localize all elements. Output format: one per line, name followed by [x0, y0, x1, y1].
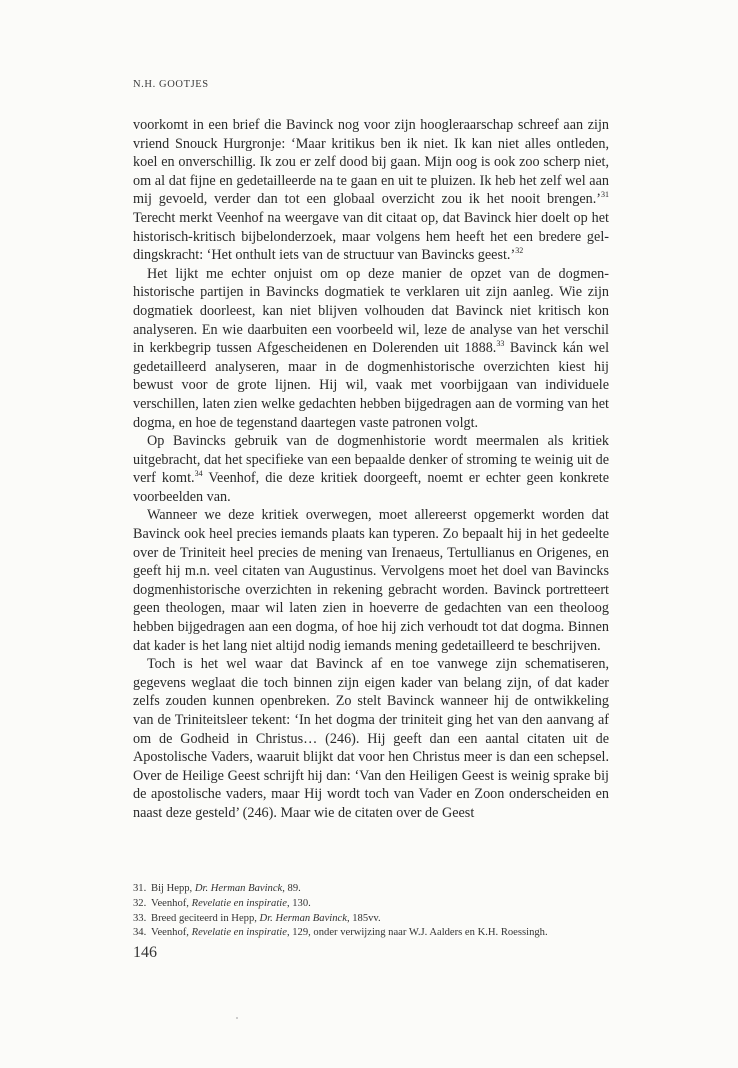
running-head: N.H. GOOTJES — [133, 79, 209, 90]
footnote-ref: 33 — [496, 339, 505, 349]
paragraph — [133, 506, 609, 655]
footnote-title: Dr. Herman Bavinck — [194, 883, 283, 894]
footnote-text: , 185vv. — [346, 912, 381, 924]
paragraph — [133, 432, 609, 506]
paragraph — [133, 655, 609, 822]
footnotes — [133, 882, 623, 941]
footnote-text: Veenhof, — [151, 897, 192, 909]
text-segment: Toch is het wel waar dat Bavinck af en toe vanwege zijn schematiseren, gegevens weglaat die toch binnen zijn eigen kader van belang zijn, of dat kader zelfs zouden kunnen openbreken. Zo stelt Bavinck wanneer hij de ontwikkeling van de Triniteitsleer tekent: ‘In het dogma der triniteit ging het van den aanvang af om de Godheid in Christus… (246). Hij geeft dan een aantal citaten uit de Apostolische Vaders, waaruit blijkt dat voor hen Christus meer is dan een schepsel. Over de Heilige Geest schrijft hij dan: ‘Van den Heiligen Geest is weinig sprake bij de apostolische vaders, maar Hij wordt toch van Vader en Zoon onderscheiden en naast deze gesteld’ (246). Maar wie de citaten over de Geest — [133, 656, 609, 821]
footnote-title: Revelatie en inspiratie — [191, 897, 287, 909]
paragraph — [133, 265, 609, 432]
text-segment: voorkomt in een brief die Bavinck nog voor zijn hoogleraarschap schreef aan zijn vriend Snouck Hurgronje: ‘Maar kritikus ben ik niet. Ik kan niet alles ontleden, koel en onverschillig. Ik zou er zelf dood bij gaan. Mijn oog is ook zoo scherp niet, om al dat fijne en gedetailleerde na te gaan en uit te pluizen. Ik heb het zelf wel aan mij gevoeld, verder dan tot een globaal overzicht zou ik het nooit brengen.’ — [133, 117, 609, 208]
footnote-number: 33. — [133, 912, 147, 924]
body-text — [133, 116, 609, 823]
text-segment: Veenhof, die deze kritiek doorgeeft, noemt er echter geen konkrete voorbeelden van. — [133, 470, 609, 505]
text-segment: Op Bavincks gebruik van de dogmenhistorie wordt meermalen als kritiek uitgebracht, dat het specifieke van een bepaalde denker of stroming te weinig uit de verf komt. — [133, 433, 609, 487]
footnote-32 — [133, 897, 623, 912]
paragraph — [133, 116, 609, 265]
footnote-title: Revelatie en inspiratie — [191, 927, 287, 939]
text-segment: Het lijkt me echter onjuist om op deze manier de opzet van de dogmen- historische partijen in Bavincks dogmatiek te verklaren uit zijn aanleg. Wie zijn dogmatiek doorleest, kan niet blijven volhouden dat Bavinck niet kritisch kon analyseren. En wie daarbuiten een voorbeeld wil, leze de analyse van het verschil in kerkbegrip tussen Afgescheidenen en Dolerenden uit 1888. — [133, 265, 609, 357]
footnote-ref: 31 — [601, 190, 609, 200]
footnote-text: Breed geciteerd in Hepp, — [151, 912, 260, 924]
page-number: 146 — [133, 944, 157, 961]
text-segment: Bavinck kán wel gedetailleerd analyseren, maar in de dogmenhistorische overzichten kiest hij bewust voor de grote lijnen. Hij wil, vaak met voorbijgaan van individuele verschillen, laten zien welke gedachten hebben bijgedragen aan de vorming van het dogma, en hoe de tegenstand daartegen vaste patronen volgt. — [133, 340, 610, 431]
footnote-text: Veenhof, — [151, 927, 192, 939]
footnote-number: 31. — [133, 883, 147, 894]
footnote-text: , 89. — [282, 883, 301, 894]
footnote-title: Dr. Herman Bavinck — [259, 912, 347, 924]
footnote-text: , 129, onder verwijzing naar W.J. Aalders en K.H. Roessingh. — [286, 927, 548, 939]
footnote-ref: 34 — [194, 469, 203, 479]
text-segment: Wanneer we deze kritiek overwegen, moet allereerst opgemerkt worden dat Bavinck ook heel precies iemands plaats kan typeren. Zo bepaalt hij in het gedeelte over de Triniteit heel precies de mening van Irenaeus, Tertullianus en Origenes, en geeft hij m.n. veel citaten van Augustinus. Vervolgens moet het doel van Bavincks dogmenhistorische overzichten in rekening gebracht worden. Bavinck portretteert geen theologen, maar wil laten zien in hoeverre de gedachten van een theoloog hebben bijgedragen aan een dogma, of hoe hij zich verhoudt tot dat dogma. Binnen dat kader is het lang niet altijd nodig iemands mening gedetailleerd te beschrijven. — [133, 507, 609, 654]
scan-speck — [236, 1017, 238, 1019]
footnote-34 — [133, 926, 623, 941]
footnote-number: 32. — [133, 897, 147, 909]
footnote-text: , 130. — [286, 897, 311, 909]
footnote-number: 34. — [133, 927, 147, 939]
footnote-31 — [133, 882, 623, 897]
footnote-text: Bij Hepp, — [151, 883, 195, 894]
footnote-ref: 32 — [515, 246, 524, 256]
text-segment: Terecht merkt Veenhof na weergave van dit citaat op, dat Bavinck hier doelt op het historisch-kritisch bijbelonderzoek, maar volgens hem heeft het een bredere gel- dingskracht: ‘Het onthult iets van de structuur van Bavincks geest.’ — [133, 209, 609, 264]
footnote-33 — [133, 912, 623, 927]
